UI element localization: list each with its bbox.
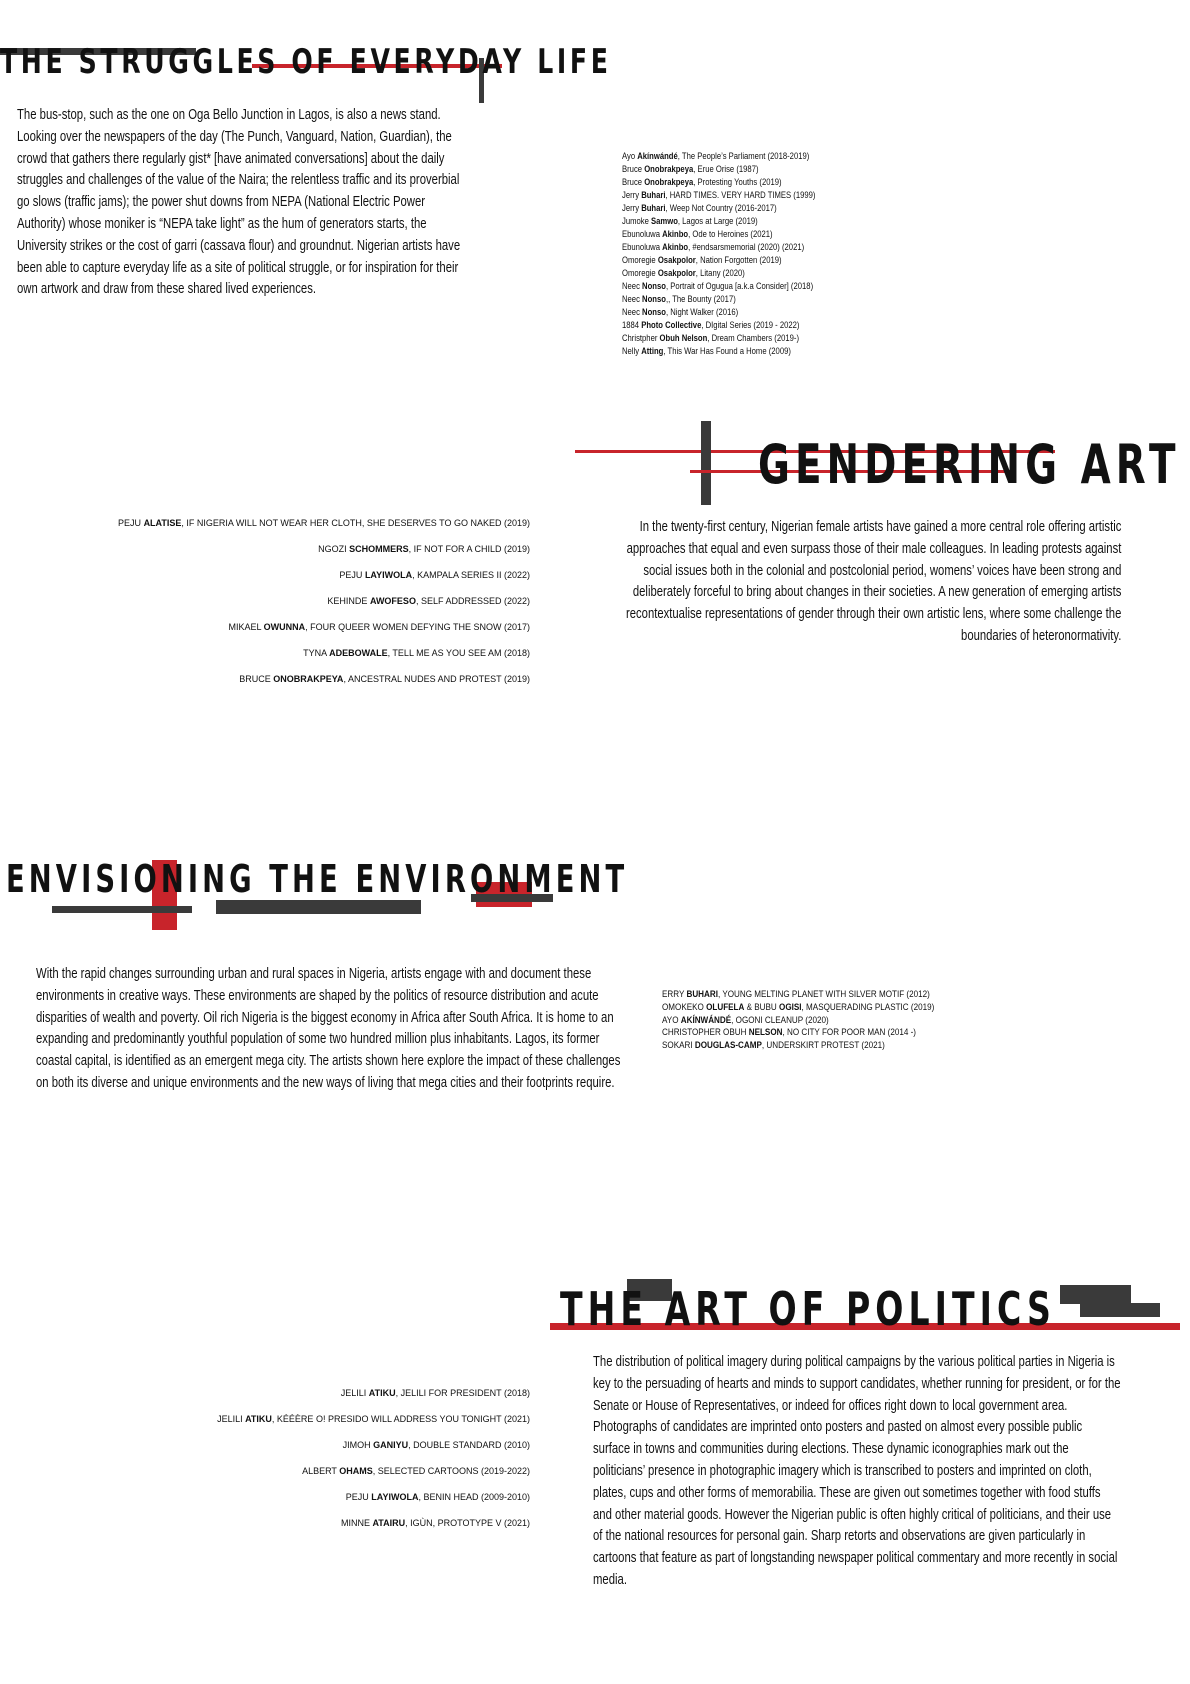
work-text: , IF NOT FOR A CHILD (2019)	[408, 544, 530, 554]
work-text: , UNDERSKIRT PROTEST (2021)	[761, 1040, 885, 1051]
work-text: Bruce	[622, 164, 645, 175]
section-body: The distribution of political imagery during political campaigns by the various political parties in Nigeria is key to the persuading of hearts and minds to support candidates, whether running for president, or for the Senate or House of Representatives, or indeed for offices right down to local government area. Photographs of candidates are imprinted onto posters and pasted on almost every possible public surface in towns and communities during elections. These dynamic iconographies mark out the politicians’ presence in photographic imagery which is transcribed to posters and imprinted on cloth, plates, cups and other forms of memorabilia. These are given out sometimes together with food stuffs and other material goods. However the Nigerian public is often highly critical of politicians, and their use of the national resources for personal gain. Sharp retorts and observations are given particularly in cartoons that feature as part of longstanding newspaper political commentary and more recently in social media.	[593, 1353, 1121, 1588]
list-item	[662, 1039, 934, 1052]
work-text: , KÉÉÈRE O! PRESIDO WILL ADDRESS YOU TONIGHT (2021)	[271, 1414, 530, 1424]
work-text: Ebunoluwa	[622, 229, 663, 240]
list-item	[622, 215, 816, 228]
artist-surname: ONOBRAKPEYA	[273, 674, 344, 684]
artist-surname: OGISI	[779, 1001, 802, 1012]
work-text: , The People’s Parliament (2018-2019)	[677, 151, 810, 162]
work-text: , Lagos at Large (2019)	[677, 216, 758, 227]
work-text: & BUBU	[744, 1001, 780, 1012]
artist-surname: Nonso	[642, 307, 666, 318]
list-item	[622, 163, 816, 176]
section-body: The bus-stop, such as the one on Oga Bello Junction in Lagos, is also a news stand. Looking over the newspapers of the day (The Punch, Vanguard, Nation, Guardian), the crowd that gathers there regularly gist* [have animated conversations] about the daily struggles and challenges of the value of the Naira; the relentless traffic and its proverbial go slows (traffic jams); the power shut downs from NEPA (National Electric Power Authority) whose moniker is “NEPA take light” as the hum of generators starts, the University strikes or the cost of garri (cassava flour) and groundnut. Nigerian artists have been able to capture everyday life as a site of political struggle, or for inspiration for their own artwork and draw from these shared lived experiences.	[17, 106, 461, 298]
list-item	[622, 332, 816, 345]
work-text: OMOKEKO	[662, 1001, 707, 1012]
artist-surname: Samwo	[651, 216, 678, 227]
work-text: , IF NIGERIA WILL NOT WEAR HER CLOTH, SHE DESERVES TO GO NAKED (2019)	[181, 518, 530, 528]
list-item	[622, 319, 816, 332]
work-text: Omoregie	[622, 255, 658, 266]
artist-surname: Onobrakpeya	[644, 164, 694, 175]
section-body: In the twenty-first century, Nigerian female artists have gained a more central role offering artistic approaches that equal and even surpass those of their male colleagues. In leading protests against social issues both in the colonial and postcolonial period, womens’ voices have been strong and deliberately forceful to bring about changes in their societies. A new generation of emerging artists recontextualise representations of gender through their own artistic lens, where some challenge the boundaries of heteronormativity.	[626, 518, 1122, 644]
work-text: AYO	[662, 1014, 681, 1025]
works-list	[622, 150, 816, 358]
section-body: With the rapid changes surrounding urban and rural spaces in Nigeria, artists engage with and document these environments in creative ways. These environments are shaped by the politics of resource distribution and acute disparities of wealth and poverty. Oil rich Nigeria is the biggest economy in Africa after South Africa. It is home to an expanding and predominantly youthful population of some two hundred million plus inhabitants. Lagos, its former coastal capital, is identified as an emergent mega city. The artists shown here explore the impact of these challenges on both its diverse and unique environments and the new ways of living that mega cities and their footprints require.	[36, 965, 621, 1091]
decor-block	[1080, 1303, 1160, 1317]
work-text: , #endsarsmemorial (2020) (2021)	[688, 242, 805, 253]
work-text: Omoregie	[622, 268, 658, 279]
work-text: , SELECTED CARTOONS (2019-2022)	[372, 1466, 530, 1476]
artist-surname: Osakpolor	[657, 255, 696, 266]
work-text: , KAMPALA SERIES II (2022)	[412, 570, 530, 580]
work-text: SOKARI	[662, 1040, 695, 1051]
work-text: , Erue Orise (1987)	[693, 164, 759, 175]
artist-surname: GANIYU	[373, 1440, 409, 1450]
list-item	[60, 595, 530, 621]
work-text: , HARD TIMES. VERY HARD TIMES (1999)	[665, 190, 816, 201]
works-list	[60, 1387, 530, 1543]
work-text: Ayo	[622, 151, 638, 162]
work-text: , MASQUERADING PLASTIC (2019)	[801, 1001, 935, 1012]
artist-surname: BUHARI	[686, 989, 718, 999]
artist-surname: DOUGLAS-CAMP	[694, 1040, 762, 1051]
list-item	[622, 280, 816, 293]
list-item	[60, 543, 530, 569]
work-text: CHRISTOPHER OBUH	[662, 1027, 749, 1038]
list-item	[622, 293, 816, 306]
artist-surname: Buhari	[641, 203, 666, 214]
artist-surname: AWOFESO	[369, 596, 416, 606]
list-item	[60, 1491, 530, 1517]
list-item	[60, 1439, 530, 1465]
section-title: THE ART OF POLITICS	[560, 1282, 1056, 1336]
list-item	[622, 228, 816, 241]
work-text: ALBERT	[302, 1466, 340, 1476]
work-text: BRUCE	[239, 674, 274, 684]
list-item	[662, 1026, 934, 1039]
artist-surname: OLUFELA	[706, 1001, 745, 1012]
artist-surname: Obuh Nelson	[659, 333, 708, 344]
work-text: NGOZI	[318, 544, 350, 554]
work-text: JELILI	[340, 1388, 369, 1398]
work-text: , IGÙN, PROTOTYPE V (2021)	[405, 1518, 530, 1528]
artist-surname: ATIKU	[368, 1388, 396, 1398]
list-item	[622, 189, 816, 202]
list-item	[662, 1014, 934, 1027]
work-text: Jumoke	[622, 216, 652, 227]
work-text: Christpher	[622, 333, 660, 344]
work-text: , TELL ME AS YOU SEE AM (2018)	[387, 648, 530, 658]
artist-surname: Akinbo	[662, 242, 689, 253]
artist-surname: ATAIRU	[372, 1518, 406, 1528]
artist-surname: ADEBOWALE	[329, 648, 388, 658]
work-text: , Nation Forgotten (2019)	[695, 255, 782, 266]
list-item	[622, 241, 816, 254]
list-item	[662, 1001, 934, 1014]
work-text: , DOUBLE STANDARD (2010)	[408, 1440, 530, 1450]
work-text: MINNE	[340, 1518, 373, 1528]
work-text: 1884	[622, 320, 642, 331]
work-text: Bruce	[622, 177, 645, 188]
decor-bar	[216, 900, 421, 914]
list-item	[60, 517, 530, 543]
list-item	[60, 621, 530, 647]
artist-surname: Nonso	[642, 281, 666, 292]
artist-surname: Akínwándé	[637, 151, 678, 162]
list-item	[622, 345, 816, 358]
works-list	[60, 517, 530, 699]
list-item	[622, 254, 816, 267]
artist-surname: Akinbo	[662, 229, 689, 240]
work-text: , This War Has Found a Home (2009)	[663, 346, 791, 357]
work-text: JIMOH	[342, 1440, 374, 1450]
artist-surname: AKÍNWÁNDÉ	[680, 1014, 732, 1025]
work-text: Jerry	[622, 190, 642, 201]
work-text: , Night Walker (2016)	[665, 307, 739, 318]
work-text: , BENIN HEAD (2009-2010)	[418, 1492, 530, 1502]
decor-bar	[701, 421, 711, 505]
work-text: Neec	[622, 281, 643, 292]
work-text: , NO CITY FOR POOR MAN (2014 -)	[782, 1027, 917, 1038]
work-text: PEJU	[345, 1492, 372, 1502]
list-item	[622, 176, 816, 189]
list-item	[622, 306, 816, 319]
work-text: , Portrait of Ogugua [a.k.a Consider] (2018)	[665, 281, 814, 292]
list-item	[60, 1387, 530, 1413]
work-text: , DIgital Series (2019 - 2022)	[701, 320, 800, 331]
list-item	[60, 1413, 530, 1439]
work-text: TYNA	[303, 648, 330, 658]
work-text: , JELILI FOR PRESIDENT (2018)	[395, 1388, 530, 1398]
artist-surname: OWUNNA	[263, 622, 306, 632]
artist-surname: Osakpolor	[657, 268, 696, 279]
list-item	[622, 267, 816, 280]
work-text: Ebunoluwa	[622, 242, 663, 253]
list-item	[60, 673, 530, 699]
section-title: THE STRUGGLES OF EVERYDAY LIFE	[0, 42, 612, 82]
work-text: MIKAEL	[228, 622, 264, 632]
decor-bar	[52, 906, 192, 913]
work-text: , Ode to Heroines (2021)	[688, 229, 773, 240]
work-text: , Litany (2020)	[695, 268, 745, 279]
work-text: , OGONI CLEANUP (2020)	[731, 1014, 829, 1025]
work-text: , ANCESTRAL NUDES AND PROTEST (2019)	[343, 674, 530, 684]
list-item	[60, 1465, 530, 1491]
list-item	[60, 1517, 530, 1543]
artist-surname: LAYIWOLA	[364, 570, 413, 580]
work-text: , SELF ADDRESSED (2022)	[415, 596, 530, 606]
artist-surname: Buhari	[641, 190, 666, 201]
list-item	[662, 988, 934, 1001]
artist-surname: NELSON	[748, 1027, 783, 1038]
works-list	[662, 988, 934, 1052]
work-text: , Weep Not Country (2016-2017)	[665, 203, 777, 214]
list-item	[60, 647, 530, 673]
work-text: PEJU	[118, 518, 144, 528]
work-text: Neec	[622, 307, 643, 318]
work-text: , Dream Chambers (2019-)	[707, 333, 800, 344]
artist-surname: ALATISE	[143, 518, 182, 528]
artist-surname: Nonso	[642, 294, 666, 305]
section-title: ENVISIONING THE ENVIRONMENT	[6, 857, 629, 901]
work-text: , Protesting Youths (2019)	[693, 177, 782, 188]
work-text: JELILI	[217, 1414, 246, 1424]
artist-surname: Photo Collective	[641, 320, 702, 331]
artist-surname: SCHOMMERS	[349, 544, 409, 554]
work-text: PEJU	[339, 570, 365, 580]
work-text: ,, The Bounty (2017)	[665, 294, 736, 305]
artist-surname: ATIKU	[245, 1414, 272, 1424]
work-text: , YOUNG MELTING PLANET WITH SILVER MOTIF (2012)	[717, 989, 930, 999]
work-text: ERRY	[662, 989, 687, 999]
list-item	[60, 569, 530, 595]
artist-surname: Onobrakpeya	[644, 177, 694, 188]
work-text: KEHINDE	[327, 596, 370, 606]
work-text: Jerry	[622, 203, 642, 214]
artist-surname: LAYIWOLA	[371, 1492, 419, 1502]
list-item	[622, 150, 816, 163]
decor-block	[1060, 1285, 1131, 1304]
work-text: Neec	[622, 294, 643, 305]
artist-surname: Atting	[641, 346, 664, 357]
work-text: Nelly	[622, 346, 642, 357]
artist-surname: OHAMS	[339, 1466, 373, 1476]
list-item	[622, 202, 816, 215]
section-title: GENDERING ART	[758, 433, 1181, 496]
work-text: , FOUR QUEER WOMEN DEFYING THE SNOW (2017)	[305, 622, 530, 632]
